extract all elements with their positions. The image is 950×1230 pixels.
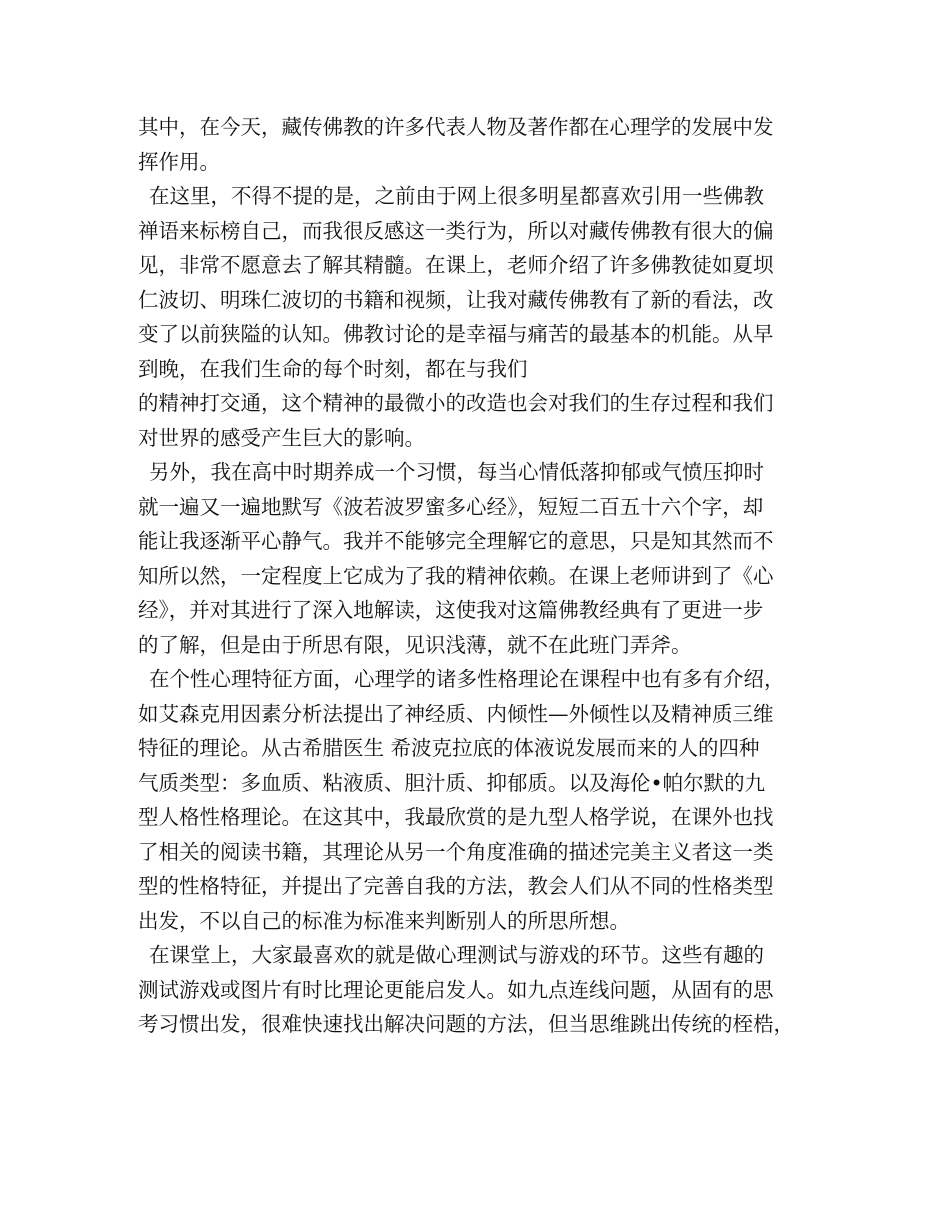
- text-line: 出发，不以自己的标准为标准来判断别人的所思所想。: [138, 908, 630, 933]
- text-line: 考习惯出发，很难快速找出解决问题的方法，但当思维跳出传统的桎梏，: [138, 1012, 794, 1036]
- text-line: 型人格性格理论。在这其中，我最欣赏的是九型人格学说，在课外也找: [138, 805, 774, 829]
- text-line: 的精神打交通，这个精神的最微小的改造也会对我们的生存过程和我们: [138, 391, 774, 415]
- text-line: 测试游戏或图片有时比理论更能启发人。如九点连线问题，从固有的思: [138, 977, 774, 1002]
- text-line: 了相关的阅读书籍，其理论从另一个角度准确的描述完美主义者这一类: [138, 839, 774, 864]
- paragraph-start-line: 在个性心理特征方面，心理学的诸多性格理论在课程中也有多有介绍，: [149, 667, 785, 691]
- text-line: 就一遍又一遍地默写《波若波罗蜜多心经》，短短二百五十六个字，却: [138, 494, 764, 519]
- text-line: 对世界的感受产生巨大的影响。: [138, 425, 425, 450]
- paragraph-start-line: 在课堂上，大家最喜欢的就是做心理测试与游戏的环节。这些有趣的: [149, 943, 764, 967]
- text-line: 经》，并对其进行了深入地解读，这使我对这篇佛教经典有了更进一步: [138, 598, 764, 622]
- paragraph-start-line: 在这里，不得不提的是，之前由于网上很多明星都喜欢引用一些佛教: [149, 184, 764, 208]
- paragraph-start-line: 另外，我在高中时期养成一个习惯，每当心情低落抑郁或气愤压抑时: [149, 460, 764, 484]
- text-line: 知所以然，一定程度上它成为了我的精神依赖。在课上老师讲到了《心: [138, 563, 774, 588]
- text-line: 仁波切、明珠仁波切的书籍和视频，让我对藏传佛教有了新的看法，改: [138, 287, 774, 312]
- text-line: 特征的理论。从古希腊医生 希波克拉底的体液说发展而来的人的四种: [138, 736, 760, 760]
- text-line: 见，非常不愿意去了解其精髓。在课上，老师介绍了许多佛教徒如夏坝: [138, 253, 774, 277]
- text-line: 能让我逐渐平心静气。我并不能够完全理解它的意思，只是知其然而不: [138, 529, 774, 553]
- text-line: 型的性格特征，并提出了完善自我的方法，教会人们从不同的性格类型: [138, 874, 774, 898]
- text-line: 的了解，但是由于所思有限，见识浅薄，就不在此班门弄斧。: [138, 632, 692, 657]
- text-line: 其中，在今天，藏传佛教的许多代表人物及著作都在心理学的发展中发: [138, 115, 774, 139]
- text-line: 禅语来标榜自己，而我很反感这一类行为，所以对藏传佛教有很大的偏: [138, 218, 774, 243]
- body-text: [138, 110, 828, 1042]
- text-line: 到晚，在我们生命的每个时刻，都在与我们: [138, 356, 528, 381]
- text-line: 气质类型：多血质、粘液质、胆汁质、抑郁质。以及海伦•帕尔默的九: [138, 770, 766, 795]
- text-line: 如艾森克用因素分析法提出了神经质、内倾性—外倾性以及精神质三维: [138, 701, 774, 726]
- text-line: 挥作用。: [138, 149, 220, 174]
- text-line: 变了以前狭隘的认知。佛教讨论的是幸福与痛苦的最基本的机能。从早: [138, 322, 774, 346]
